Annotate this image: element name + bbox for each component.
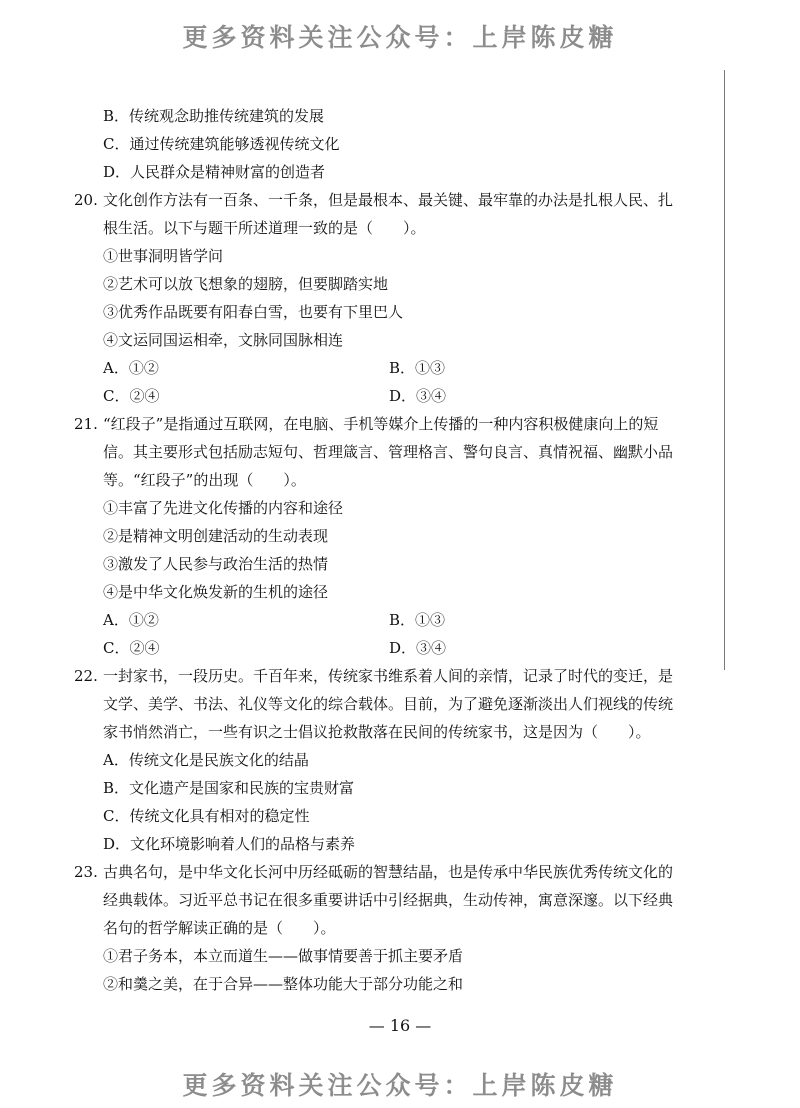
q21-stem-3: 等。“红段子”的出现（ ）。 [103, 471, 306, 489]
q23-stem-1: 古典名句，是中华文化长河中历经砥砺的智慧结晶，也是传承中华民族优秀传统文化的 [103, 863, 674, 881]
watermark-top: 更多资料关注公众号：上岸陈皮糖 [182, 23, 618, 52]
q21-option-c: C．②④ [103, 639, 160, 657]
q20-item-2: ②艺术可以放飞想象的翅膀，但要脚踏实地 [103, 275, 389, 293]
watermark-bottom: 更多资料关注公众号：上岸陈皮糖 [182, 1071, 618, 1100]
q20-option-b: B．①③ [389, 359, 446, 377]
q21-stem-2: 信。其主要形式包括励志短句、哲理箴言、管理格言、警句良言、真情祝福、幽默小品 [103, 443, 674, 461]
q21-number: 21. [74, 415, 98, 433]
q20-item-3: ③优秀作品既要有阳春白雪，也要有下里巴人 [103, 303, 404, 321]
q22-number: 22. [74, 667, 98, 685]
q20-stem-2: 根生活。以下与题干所述道理一致的是（ ）。 [103, 219, 426, 237]
q22-option-d: D．文化环境影响着人们的品格与素养 [103, 835, 356, 853]
q20-option-c: C．②④ [103, 387, 160, 405]
q23-number: 23. [74, 863, 98, 881]
q20-stem-1: 文化创作方法有一百条、一千条，但是最根本、最关键、最牢靠的办法是扎根人民、扎 [103, 191, 674, 209]
q20-item-1: ①世事洞明皆学问 [103, 247, 224, 265]
q22-stem-2: 文学、美学、书法、礼仪等文化的综合载体。目前，为了避免逐渐淡出人们视线的传统 [103, 695, 674, 713]
q20-item-4: ④文运同国运相牵，文脉同国脉相连 [103, 331, 344, 349]
q21-option-b: B．①③ [389, 611, 446, 629]
q22-option-a: A．传统文化是民族文化的结晶 [103, 751, 309, 769]
page-number: — 16 — [368, 1016, 432, 1035]
q22-option-b: B．文化遗产是国家和民族的宝贵财富 [103, 779, 355, 797]
q22-stem-3: 家书悄然消亡，一些有识之士倡议抢救散落在民间的传统家书，这是因为（ ）。 [103, 723, 651, 741]
prev-option-b: B．传统观念助推传统建筑的发展 [103, 107, 325, 125]
q23-stem-2: 经典载体。习近平总书记在很多重要讲话中引经据典，生动传神，寓意深邃。以下经典 [103, 891, 674, 909]
q21-item-4: ④是中华文化焕发新的生机的途径 [103, 583, 329, 601]
q21-item-1: ①丰富了先进文化传播的内容和途径 [103, 499, 344, 517]
q22-stem-1: 一封家书，一段历史。千百年来，传统家书维系着人间的亲情，记录了时代的变迁，是 [103, 667, 674, 685]
q22-option-c: C．传统文化具有相对的稳定性 [103, 807, 310, 825]
q21-stem-1: “红段子”是指通过互联网，在电脑、手机等媒介上传播的一种内容积极健康向上的短 [103, 415, 659, 433]
q20-number: 20. [74, 191, 98, 209]
q23-stem-3: 名句的哲学解读正确的是（ ）。 [103, 919, 336, 937]
q21-item-3: ③激发了人民参与政治生活的热情 [103, 555, 329, 573]
q20-option-a: A．①② [103, 359, 159, 377]
q23-item-2: ②和羹之美，在于合异——整体功能大于部分功能之和 [103, 975, 464, 993]
q20-option-d: D．③④ [389, 387, 447, 405]
q21-item-2: ②是精神文明创建活动的生动表现 [103, 527, 329, 545]
prev-option-d: D．人民群众是精神财富的创造者 [103, 163, 326, 181]
prev-option-c: C．通过传统建筑能够透视传统文化 [103, 135, 340, 153]
q21-option-a: A．①② [103, 611, 159, 629]
q23-item-1: ①君子务本，本立而道生——做事情要善于抓主要矛盾 [103, 947, 464, 965]
q21-option-d: D．③④ [389, 639, 447, 657]
